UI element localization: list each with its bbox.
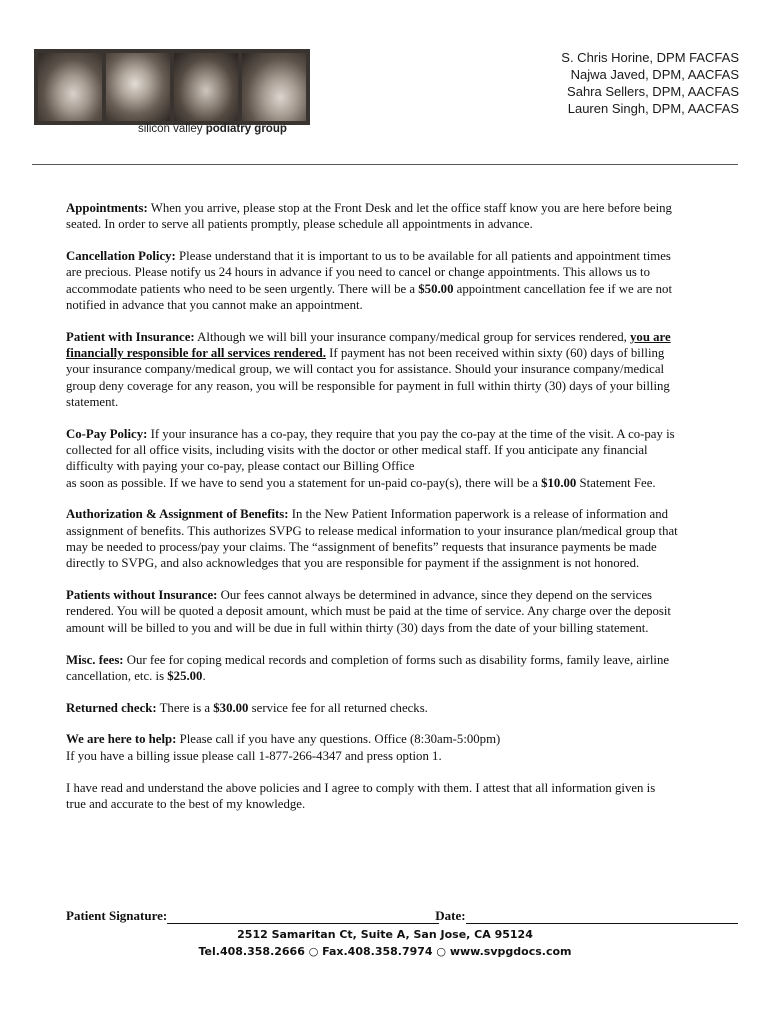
appointments-section: Appointments: When you arrive, please stop at the Front Desk and let the office staff know you are here before being seated. In order to serve all patients promptly, please schedule all appointments in advance. xyxy=(66,201,672,232)
logo-foot-photo xyxy=(242,53,306,121)
practice-logo xyxy=(34,49,310,125)
header-divider xyxy=(32,164,738,165)
signature-label: Patient Signature: xyxy=(66,908,168,923)
doctor-name: Lauren Singh, DPM, AACFAS xyxy=(567,101,739,116)
policy-body xyxy=(66,200,678,828)
misc-fees-section: Misc. fees: Our fee for coping medical records and completion of forms such as disability forms, family leave, airline cancellation, etc. is $25.00. xyxy=(66,652,670,683)
returned-check-section: Returned check: There is a $30.00 service fee for all returned checks. xyxy=(66,700,428,715)
footer-address: 2512 Samaritan Ct, Suite A, San Jose, CA 95124 xyxy=(237,928,533,941)
footer-contact: Tel.408.358.2666 ○ Fax.408.358.7974 ○ www.svpgdocs.com xyxy=(198,945,572,958)
help-section: We are here to help: Please call if you have any questions. Office (8:30am-5:00pm) If you have a billing issue please call 1-877-266-4347 and press option 1. xyxy=(66,732,501,763)
no-insurance-section: Patients without Insurance: Our fees cannot always be determined in advance, since they depend on the services rendered. You will be quoted a deposit amount, which must be paid at the time of service. Any charge over the deposit amount will be billed to you and will be due in full within thirty (30) days from the date of your billing statement. xyxy=(66,588,671,635)
insurance-section: Patient with Insurance: Although we will bill your insurance company/medical group for services rendered, you are financially responsible for all services rendered. If payment has not been received within sixty (60) days of billing your insurance company/medical group, we will contact you for assistance. Should your insurance company/medical group deny coverage for any reason, you will be responsible for payment in full within thirty (30) days of your billing statement. xyxy=(66,329,671,409)
doctor-name: Sahra Sellers, DPM, AACFAS xyxy=(567,84,739,99)
doctor-name: Najwa Javed, DPM, AACFAS xyxy=(570,67,739,82)
practice-name: silicon valley podiatry group xyxy=(138,123,287,135)
signature-row xyxy=(66,908,738,924)
signature-line[interactable] xyxy=(167,910,439,924)
logo-foot-photo xyxy=(106,53,170,121)
copay-section: Co-Pay Policy: If your insurance has a co-pay, they require that you pay the co-pay at the time of the visit. A co-pay is collected for all office visits, including visits with the doctor or other medical staff. If you anticipate any financial difficulty with paying your co-pay, please contact our Billing Office as soon as possible. If we have to send you a statement for un-paid co-pay(s), there will be a $10.00 Statement Fee. xyxy=(66,426,675,490)
doctor-name: S. Chris Horine, DPM FACFAS xyxy=(561,50,739,65)
date-line[interactable] xyxy=(466,910,738,924)
doctor-list xyxy=(561,49,739,117)
cancellation-section: Cancellation Policy: Please understand that it is important to us to be available for all patients and appointment times are precious. Please notify us 24 hours in advance if you need to cancel or change appointments. This allows us to accommodate patients who need to be seen urgently. There will be a $50.00 appointment cancellation fee if we are not notified in advance that you cannot make an appointment. xyxy=(66,249,672,312)
authorization-section: Authorization & Assignment of Benefits: In the New Patient Information paperwork is a release of information and assignment of benefits. This authorizes SVPG to release medical information to your insurance plan/medical group that may be needed to process/pay your claims. The “assignment of benefits” requests that insurance payments be made directly to SVPG, and also acknowledges that you are responsible for payment if the assignment is not honored. xyxy=(66,507,678,571)
acknowledgement-section: I have read and understand the above policies and I agree to comply with them. I attest that all information given is true and accurate to the best of my knowledge. xyxy=(66,780,656,811)
logo-foot-photo xyxy=(174,53,238,121)
date-label: Date: xyxy=(435,908,466,923)
logo-foot-photo xyxy=(38,53,102,121)
